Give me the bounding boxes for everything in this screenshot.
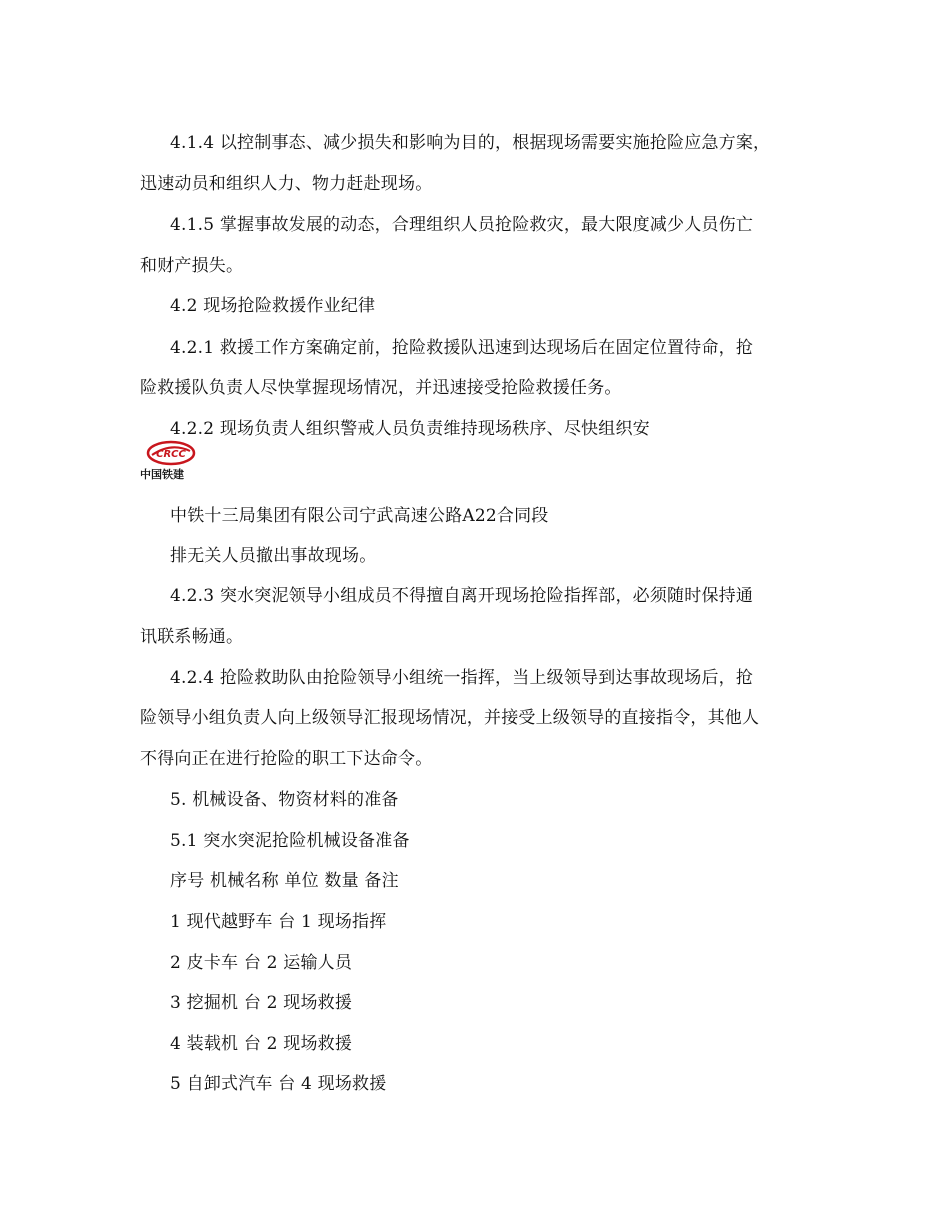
paragraph-4-2-3-continued: 讯联系畅通。	[140, 627, 244, 647]
paragraph-4-2-2-continued: 排无关人员撤出事故现场。	[170, 546, 377, 566]
equipment-row-1: 1 现代越野车 台 1 现场指挥	[170, 912, 387, 932]
paragraph-4-2-4-line-3: 不得向正在进行抢险的职工下达命令。	[140, 749, 433, 769]
equipment-row-3: 3 挖掘机 台 2 现场救援	[170, 993, 353, 1013]
section-heading-5: 5. 机械设备、物资材料的准备	[170, 790, 399, 810]
crcc-logo-icon	[146, 440, 196, 466]
paragraph-4-1-4-continued: 迅速动员和组织人力、物力赶赴现场。	[140, 174, 433, 194]
equipment-row-4: 4 装载机 台 2 现场救援	[170, 1034, 353, 1054]
section-heading-5-1: 5.1 突水突泥抢险机械设备准备	[170, 831, 410, 851]
paragraph-4-2-1: 4.2.1 救援工作方案确定前，抢险救援队迅速到达现场后在固定位置待命，抢	[170, 338, 754, 358]
section-heading-4-2: 4.2 现场抢险救援作业纪律	[170, 296, 376, 316]
paragraph-4-1-5: 4.1.5 掌握事故发展的动态，合理组织人员抢险救灾，最大限度减少人员伤亡	[170, 215, 754, 235]
equipment-row-5: 5 自卸式汽车 台 4 现场救援	[170, 1074, 387, 1094]
paragraph-4-2-4: 4.2.4 抢险救助队由抢险领导小组统一指挥，当上级领导到达事故现场后，抢	[170, 668, 754, 688]
paragraph-4-2-4-line-2: 险领导小组负责人向上级领导汇报现场情况，并接受上级领导的直接指令，其他人	[140, 708, 760, 728]
equipment-row-2: 2 皮卡车 台 2 运输人员	[170, 953, 353, 973]
logo-caption: 中国铁建	[140, 468, 184, 481]
svg-text:CRCC: CRCC	[156, 449, 186, 460]
equipment-table-header: 序号 机械名称 单位 数量 备注	[170, 871, 399, 891]
paragraph-4-1-4: 4.1.4 以控制事态、减少损失和影响为目的，根据现场需要实施抢险应急方案，	[170, 133, 771, 153]
paragraph-4-2-3: 4.2.3 突水突泥领导小组成员不得擅自离开现场抢险指挥部，必须随时保持通	[170, 586, 754, 606]
paragraph-4-2-1-continued: 险救援队负责人尽快掌握现场情况，并迅速接受抢险救援任务。	[140, 378, 622, 398]
paragraph-4-1-5-continued: 和财产损失。	[140, 256, 244, 276]
company-header: 中铁十三局集团有限公司宁武高速公路A22合同段	[170, 506, 549, 526]
paragraph-4-2-2: 4.2.2 现场负责人组织警戒人员负责维持现场秩序、尽快组织安	[170, 419, 650, 439]
crcc-logo	[140, 440, 202, 484]
